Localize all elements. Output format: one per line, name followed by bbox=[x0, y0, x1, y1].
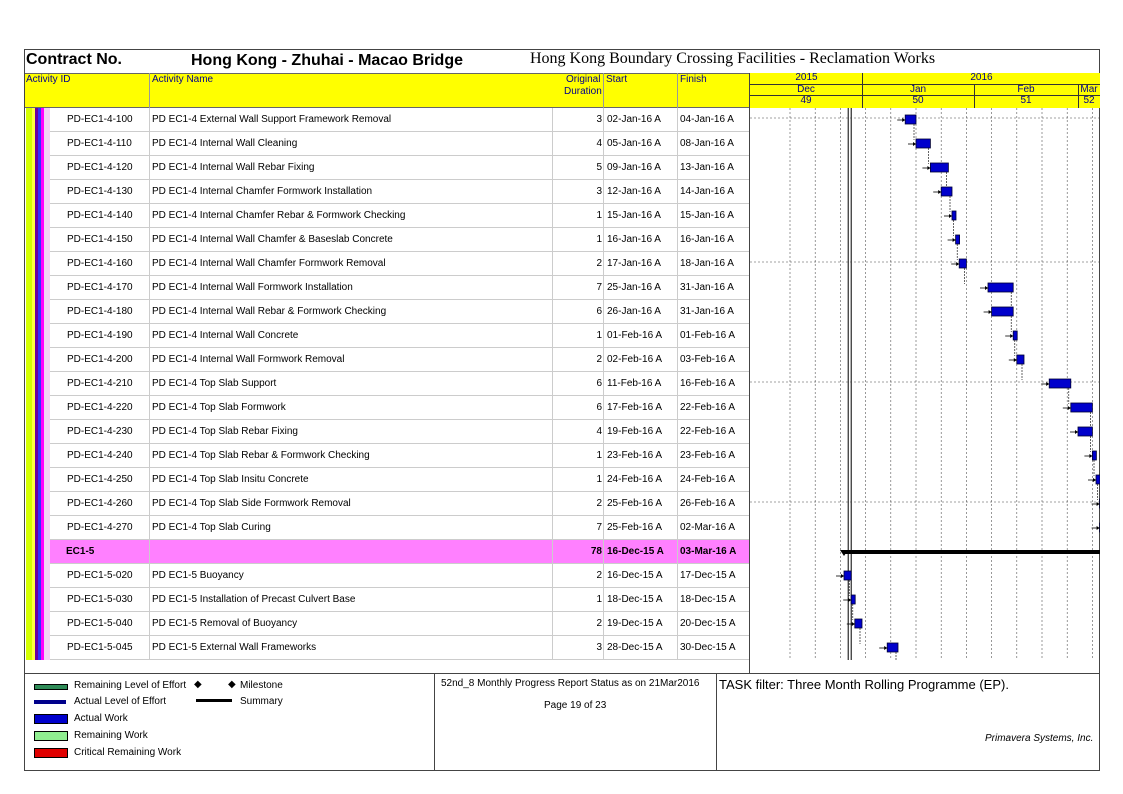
project-subtitle: Hong Kong Boundary Crossing Facilities - Reclamation Works bbox=[530, 50, 936, 67]
activity-finish: 03-Feb-16 A bbox=[680, 354, 736, 365]
activity-duration: 78 bbox=[590, 546, 602, 557]
timescale-month: Feb bbox=[1017, 84, 1035, 95]
activity-bar bbox=[959, 259, 966, 268]
relationship-arrowhead bbox=[1010, 334, 1013, 338]
col-duration-line1[interactable]: Original bbox=[566, 74, 601, 85]
table-row[interactable] bbox=[50, 396, 749, 420]
activity-start: 25-Feb-16 A bbox=[607, 498, 663, 509]
table-row[interactable] bbox=[50, 636, 749, 660]
activity-finish: 14-Jan-16 A bbox=[680, 186, 734, 197]
table-row[interactable] bbox=[50, 252, 749, 276]
page-number: Page 19 of 23 bbox=[544, 700, 607, 711]
activity-start: 19-Feb-16 A bbox=[607, 426, 663, 437]
activity-start: 17-Feb-16 A bbox=[607, 402, 663, 413]
table-row[interactable] bbox=[50, 348, 749, 372]
activity-start: 02-Jan-16 A bbox=[607, 114, 661, 125]
activity-finish: 30-Dec-15 A bbox=[680, 642, 736, 653]
report-status: 52nd_8 Monthly Progress Report Status as on 21Mar2016 bbox=[441, 678, 700, 689]
relationship-arrowhead bbox=[985, 286, 988, 290]
activity-name: PD EC1-4 Internal Wall Rebar & Formwork Checking bbox=[152, 306, 387, 317]
activity-duration: 3 bbox=[596, 642, 602, 653]
activity-id: PD-EC1-4-200 bbox=[67, 354, 133, 365]
table-row[interactable] bbox=[50, 492, 749, 516]
activity-start: 28-Dec-15 A bbox=[607, 642, 663, 653]
activity-bar bbox=[916, 139, 930, 148]
activity-name: PD EC1-5 Removal of Buoyancy bbox=[152, 618, 298, 629]
wbs-summary-row[interactable] bbox=[50, 540, 749, 564]
activity-bar bbox=[887, 643, 898, 652]
timescale-month: Jan bbox=[909, 84, 927, 95]
table-row[interactable] bbox=[50, 612, 749, 636]
table-row[interactable] bbox=[50, 588, 749, 612]
activity-bar bbox=[1071, 403, 1093, 412]
legend-remaining-loe: Remaining Level of Effort bbox=[74, 680, 187, 691]
activity-id: PD-EC1-4-170 bbox=[67, 282, 133, 293]
activity-bar bbox=[988, 283, 1013, 292]
legend-milestone-mark-2: ◆ bbox=[228, 679, 236, 690]
legend-remaining-work: Remaining Work bbox=[74, 730, 148, 741]
table-row[interactable] bbox=[50, 276, 749, 300]
activity-start: 25-Jan-16 A bbox=[607, 282, 661, 293]
activity-finish: 16-Jan-16 A bbox=[680, 234, 734, 245]
relationship-arrowhead bbox=[1097, 502, 1100, 506]
relationship-arrowhead bbox=[953, 238, 956, 242]
relationship-arrowhead bbox=[1075, 430, 1078, 434]
activity-start: 16-Dec-15 A bbox=[607, 546, 664, 557]
legend-critical: Critical Remaining Work bbox=[74, 747, 182, 758]
activity-duration: 6 bbox=[596, 306, 602, 317]
activity-name: PD EC1-4 Top Slab Formwork bbox=[152, 402, 286, 413]
table-row[interactable] bbox=[50, 420, 749, 444]
table-row[interactable] bbox=[50, 156, 749, 180]
activity-start: 19-Dec-15 A bbox=[607, 618, 663, 629]
activity-name: PD EC1-4 Top Slab Rebar Fixing bbox=[152, 426, 298, 437]
activity-finish: 31-Jan-16 A bbox=[680, 282, 734, 293]
activity-id: PD-EC1-4-140 bbox=[67, 210, 133, 221]
activity-id: PD-EC1-4-190 bbox=[67, 330, 133, 341]
relationship-arrowhead bbox=[902, 118, 905, 122]
activity-bar bbox=[956, 235, 960, 244]
activity-finish: 08-Jan-16 A bbox=[680, 138, 734, 149]
activity-duration: 4 bbox=[596, 138, 602, 149]
activity-finish: 22-Feb-16 A bbox=[680, 402, 736, 413]
activity-start: 09-Jan-16 A bbox=[607, 162, 661, 173]
legend-swatch-actual-loe bbox=[34, 700, 66, 704]
legend-actual-loe: Actual Level of Effort bbox=[74, 696, 167, 707]
timescale-week: 52 bbox=[1083, 95, 1095, 106]
activity-id: PD-EC1-4-120 bbox=[67, 162, 133, 173]
relationship-arrowhead bbox=[841, 574, 844, 578]
activity-id: EC1-5 bbox=[66, 546, 95, 557]
activity-finish: 22-Feb-16 A bbox=[680, 426, 736, 437]
activity-name: PD EC1-5 External Wall Frameworks bbox=[152, 642, 317, 653]
activity-finish: 03-Mar-16 A bbox=[680, 546, 737, 557]
activity-duration: 7 bbox=[596, 282, 602, 293]
activity-id: PD-EC1-4-260 bbox=[67, 498, 133, 509]
vendor-credit: Primavera Systems, Inc. bbox=[985, 733, 1094, 744]
col-duration-line2[interactable]: Duration bbox=[564, 86, 602, 97]
activity-id: PD-EC1-5-045 bbox=[67, 642, 133, 653]
table-row[interactable] bbox=[50, 324, 749, 348]
activity-id: PD-EC1-4-130 bbox=[67, 186, 133, 197]
table-row[interactable] bbox=[50, 180, 749, 204]
activity-id: PD-EC1-4-180 bbox=[67, 306, 133, 317]
contract-label: Contract No. bbox=[26, 51, 122, 68]
activity-finish: 24-Feb-16 A bbox=[680, 474, 736, 485]
activity-bar bbox=[952, 211, 956, 220]
timescale-week: 49 bbox=[800, 95, 812, 106]
activity-finish: 20-Dec-15 A bbox=[680, 618, 736, 629]
activity-start: 15-Jan-16 A bbox=[607, 210, 661, 221]
activity-finish: 16-Feb-16 A bbox=[680, 378, 736, 389]
activity-duration: 2 bbox=[596, 354, 602, 365]
legend-milestone: Milestone bbox=[240, 680, 283, 691]
timescale-month: Dec bbox=[797, 84, 815, 95]
activity-finish: 04-Jan-16 A bbox=[680, 114, 734, 125]
activity-name: PD EC1-4 Internal Wall Rebar Fixing bbox=[152, 162, 315, 173]
relationship-arrowhead bbox=[1014, 358, 1017, 362]
relationship-arrowhead bbox=[938, 190, 941, 194]
activity-id: PD-EC1-4-210 bbox=[67, 378, 133, 389]
activity-bar bbox=[1078, 427, 1092, 436]
activity-duration: 6 bbox=[596, 378, 602, 389]
table-row[interactable] bbox=[50, 132, 749, 156]
activity-bar bbox=[844, 571, 851, 580]
activity-name: PD EC1-4 Internal Chamfer Formwork Installation bbox=[152, 186, 373, 197]
activity-bar bbox=[992, 307, 1014, 316]
activity-start: 11-Feb-16 A bbox=[607, 378, 662, 389]
activity-start: 24-Feb-16 A bbox=[607, 474, 663, 485]
activity-start: 23-Feb-16 A bbox=[607, 450, 663, 461]
activity-start: 17-Jan-16 A bbox=[607, 258, 661, 269]
activity-duration: 2 bbox=[596, 570, 602, 581]
activity-id: PD-EC1-4-160 bbox=[67, 258, 133, 269]
activity-duration: 1 bbox=[596, 330, 602, 341]
gantt-chart bbox=[750, 108, 1100, 660]
col-activity-name[interactable]: Activity Name bbox=[152, 74, 214, 85]
relationship-arrowhead bbox=[852, 622, 855, 626]
table-row[interactable] bbox=[50, 516, 749, 540]
activity-start: 26-Jan-16 A bbox=[607, 306, 661, 317]
activity-name: PD EC1-4 Internal Wall Chamfer & Baseslab Concrete bbox=[152, 234, 393, 245]
col-activity-id[interactable]: Activity ID bbox=[26, 74, 71, 85]
legend-milestone-mark-1: ◆ bbox=[194, 679, 202, 690]
activity-id: PD-EC1-5-020 bbox=[67, 570, 133, 581]
activity-id: PD-EC1-5-030 bbox=[67, 594, 133, 605]
table-row[interactable] bbox=[50, 108, 749, 132]
activity-duration: 1 bbox=[596, 594, 602, 605]
activity-bar bbox=[1049, 379, 1071, 388]
legend-swatch-actual-work bbox=[34, 714, 68, 724]
activity-bar bbox=[851, 595, 855, 604]
table-row[interactable] bbox=[50, 564, 749, 588]
activity-finish: 26-Feb-16 A bbox=[680, 498, 736, 509]
relationship-arrowhead bbox=[1089, 454, 1092, 458]
activity-duration: 1 bbox=[596, 474, 602, 485]
legend-swatch-remaining-work bbox=[34, 731, 68, 741]
table-row[interactable] bbox=[50, 204, 749, 228]
timescale-week: 51 bbox=[1020, 95, 1032, 106]
project-title: Hong Kong - Zhuhai - Macao Bridge bbox=[191, 52, 463, 69]
activity-name: PD EC1-4 Internal Wall Formwork Installation bbox=[152, 282, 353, 293]
table-row[interactable] bbox=[50, 228, 749, 252]
timescale-year: 2016 bbox=[970, 72, 993, 83]
activity-bar bbox=[1013, 331, 1017, 340]
activity-duration: 1 bbox=[596, 210, 602, 221]
activity-start: 16-Dec-15 A bbox=[607, 570, 663, 581]
activity-name: PD EC1-4 Internal Wall Chamfer Formwork Removal bbox=[152, 258, 386, 269]
activity-name: PD EC1-4 Top Slab Curing bbox=[152, 522, 271, 533]
activity-id: PD-EC1-5-040 bbox=[67, 618, 133, 629]
activity-finish: 17-Dec-15 A bbox=[680, 570, 736, 581]
activity-bar bbox=[905, 115, 916, 124]
relationship-arrowhead bbox=[956, 262, 959, 266]
activity-duration: 3 bbox=[596, 114, 602, 125]
legend-swatch-remaining-loe bbox=[34, 684, 68, 690]
col-start[interactable]: Start bbox=[606, 74, 628, 85]
col-finish[interactable]: Finish bbox=[680, 74, 707, 85]
activity-start: 05-Jan-16 A bbox=[607, 138, 661, 149]
relationship-arrowhead bbox=[913, 142, 916, 146]
activity-duration: 2 bbox=[596, 498, 602, 509]
activity-finish: 01-Feb-16 A bbox=[680, 330, 736, 341]
activity-duration: 5 bbox=[596, 162, 602, 173]
activity-bar bbox=[1017, 355, 1024, 364]
timescale-week: 50 bbox=[912, 95, 924, 106]
activity-bar bbox=[855, 619, 862, 628]
table-row[interactable] bbox=[50, 468, 749, 492]
activity-id: PD-EC1-4-230 bbox=[67, 426, 133, 437]
activity-duration: 1 bbox=[596, 234, 602, 245]
activity-name: PD EC1-4 Internal Chamfer Rebar & Formwork Checking bbox=[152, 210, 406, 221]
table-row[interactable] bbox=[50, 372, 749, 396]
activity-id: PD-EC1-4-110 bbox=[67, 138, 132, 149]
activity-duration: 3 bbox=[596, 186, 602, 197]
activity-bar bbox=[1092, 451, 1096, 460]
activity-start: 25-Feb-16 A bbox=[607, 522, 663, 533]
task-filter: TASK filter: Three Month Rolling Programme (EP). bbox=[719, 677, 1009, 692]
activity-name: PD EC1-4 Top Slab Rebar & Formwork Checking bbox=[152, 450, 370, 461]
activity-duration: 2 bbox=[596, 258, 602, 269]
relationship-arrowhead bbox=[949, 214, 952, 218]
activity-finish: 15-Jan-16 A bbox=[680, 210, 734, 221]
activity-name: PD EC1-4 External Wall Support Framework Removal bbox=[152, 114, 392, 125]
activity-start: 02-Feb-16 A bbox=[607, 354, 663, 365]
relationship-arrowhead bbox=[1093, 478, 1096, 482]
relationship-arrowhead bbox=[1068, 406, 1071, 410]
relationship-arrowhead bbox=[1097, 526, 1100, 530]
activity-start: 18-Dec-15 A bbox=[607, 594, 663, 605]
activity-start: 16-Jan-16 A bbox=[607, 234, 661, 245]
activity-duration: 1 bbox=[596, 450, 602, 461]
summary-bar bbox=[844, 550, 1100, 554]
legend-swatch-critical bbox=[34, 748, 68, 758]
activity-name: PD EC1-4 Top Slab Insitu Concrete bbox=[152, 474, 309, 485]
activity-bar bbox=[930, 163, 948, 172]
activity-name: PD EC1-5 Buoyancy bbox=[152, 570, 244, 581]
activity-bar bbox=[1096, 475, 1100, 484]
relationship-arrowhead bbox=[884, 646, 887, 650]
activity-id: PD-EC1-4-150 bbox=[67, 234, 133, 245]
activity-duration: 6 bbox=[596, 402, 602, 413]
activity-name: PD EC1-5 Installation of Precast Culvert Base bbox=[152, 594, 356, 605]
activity-name: PD EC1-4 Internal Wall Cleaning bbox=[152, 138, 298, 149]
activity-finish: 23-Feb-16 A bbox=[680, 450, 736, 461]
activity-id: PD-EC1-4-270 bbox=[67, 522, 133, 533]
activity-id: PD-EC1-4-250 bbox=[67, 474, 133, 485]
relationship-arrowhead bbox=[927, 166, 930, 170]
activity-finish: 02-Mar-16 A bbox=[680, 522, 736, 533]
activity-name: PD EC1-4 Internal Wall Formwork Removal bbox=[152, 354, 345, 365]
column-header-border bbox=[25, 73, 749, 108]
activity-name: PD EC1-4 Top Slab Support bbox=[152, 378, 277, 389]
activity-start: 01-Feb-16 A bbox=[607, 330, 663, 341]
activity-duration: 2 bbox=[596, 618, 602, 629]
relationship-arrowhead bbox=[989, 310, 992, 314]
activity-id: PD-EC1-4-220 bbox=[67, 402, 133, 413]
activity-finish: 31-Jan-16 A bbox=[680, 306, 734, 317]
activity-id: PD-EC1-4-100 bbox=[67, 114, 133, 125]
timescale-month: Mar bbox=[1080, 84, 1098, 95]
relationship-arrowhead bbox=[1046, 382, 1049, 386]
table-row[interactable] bbox=[50, 300, 749, 324]
legend-summary: Summary bbox=[240, 696, 283, 707]
activity-name: PD EC1-4 Top Slab Side Formwork Removal bbox=[152, 498, 351, 509]
activity-bar bbox=[941, 187, 952, 196]
activity-finish: 18-Jan-16 A bbox=[680, 258, 734, 269]
activity-finish: 13-Jan-16 A bbox=[680, 162, 734, 173]
legend-actual-work: Actual Work bbox=[74, 713, 128, 724]
activity-duration: 4 bbox=[596, 426, 602, 437]
timescale-year: 2015 bbox=[795, 72, 818, 83]
activity-name: PD EC1-4 Internal Wall Concrete bbox=[152, 330, 299, 341]
activity-finish: 18-Dec-15 A bbox=[680, 594, 736, 605]
activity-duration: 7 bbox=[596, 522, 602, 533]
legend-swatch-summary bbox=[196, 699, 232, 702]
table-row[interactable] bbox=[50, 444, 749, 468]
activity-id: PD-EC1-4-240 bbox=[67, 450, 133, 461]
activity-start: 12-Jan-16 A bbox=[607, 186, 661, 197]
